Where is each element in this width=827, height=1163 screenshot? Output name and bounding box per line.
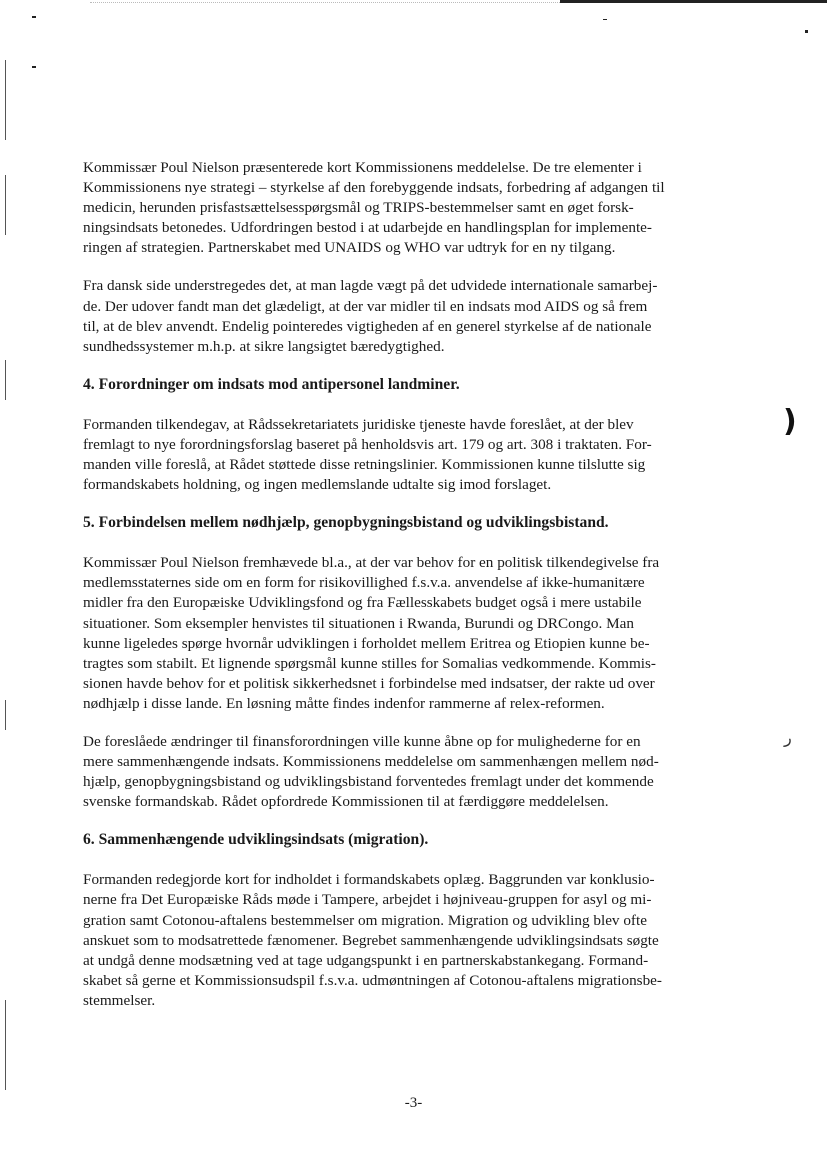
text-line: nerne fra Det Europæiske Råds møde i Tampere, arbejdet i højniveau-gruppen for asyl og mi-	[83, 891, 652, 909]
scan-speck	[32, 66, 36, 68]
scan-margin-line	[5, 60, 6, 140]
text-line: hjælp, genopbygningsbistand og udviklingsbistand forventedes fremlagt under det kommende	[83, 773, 654, 791]
text-line: at undgå denne modsætning ved at tage udgangspunkt i en partnerskabstankegang. Formand-	[83, 951, 649, 969]
scan-margin-line	[5, 360, 6, 400]
text-line: manden ville foreslå, at Rådet støttede disse retningslinier. Kommissionen kunne tilslutte sig	[83, 456, 646, 474]
text-line: stemmelser.	[83, 991, 156, 1009]
text-line: Formanden tilkendegav, at Rådssekretariatets juridiske tjeneste havde foreslået, at der blev	[83, 415, 634, 433]
text-line: ningsindsats betonedes. Udfordringen bestod i at udarbejde en handlingsplan for implemente-	[83, 219, 652, 237]
paragraph	[83, 158, 763, 258]
paragraph	[83, 553, 763, 714]
text-line: til, at de blev anvendt. Endelig pointeredes vigtigheden af en generel styrkelse af de nationale	[83, 317, 652, 335]
paragraph	[83, 415, 763, 495]
text-line: kunne ligeledes spørge hvornår udviklingen i forholdet mellem Eritrea og Etiopien kunne be-	[83, 634, 650, 652]
text-line: Kommissær Poul Nielson præsenterede kort Kommissionens meddelelse. De tre elementer i	[83, 159, 642, 176]
text-line: tragtes som stabilt. Et lignende spørgsmål kunne stilles for Somalias vedkommende. Kommis-	[83, 654, 656, 672]
section-heading-6: 6. Sammenhængende udviklingsindsats (migration).	[83, 831, 429, 849]
paragraph	[83, 870, 763, 1011]
text-line: anskuet som to modsatrettede fænomener. Begrebet sammenhængende udviklingsindsats søgte	[83, 931, 659, 949]
text-line: Fra dansk side understregedes det, at man lagde vægt på det udvidede internationale samarbej-	[83, 277, 658, 295]
text-line: fremlagt to nye forordningsforslag baseret på henholdsvis art. 179 og art. 308 i traktaten. For-	[83, 435, 652, 453]
scan-margin-line	[5, 175, 6, 235]
text-line: svenske formandskab. Rådet opfordrede Kommissionen til at færdiggøre meddelelsen.	[83, 793, 609, 811]
scan-speck	[603, 19, 607, 20]
document-body	[83, 158, 763, 1029]
scan-top-dots	[90, 2, 560, 3]
text-line: gration samt Cotonou-aftalens bestemmelser om migration. Migration og udvikling blev ofte	[83, 911, 647, 929]
scan-margin-line	[5, 1000, 6, 1090]
text-line: midler fra den Europæiske Udviklingsfond og fra Fællesskabets budget også i mere ustabile	[83, 594, 642, 612]
text-line: nødhjælp i disse lande. En løsning måtte findes indenfor rammerne af relex-reformen.	[83, 694, 605, 712]
scan-speck	[32, 16, 36, 18]
text-line: Kommissær Poul Nielson fremhævede bl.a., at der var behov for en politisk tilkendegivelse fra	[83, 554, 660, 572]
scan-speck	[805, 30, 808, 33]
scan-margin-line	[5, 700, 6, 730]
text-line: Formanden redegjorde kort for indholdet i formandskabets oplæg. Baggrunden var konklusio-	[83, 871, 655, 889]
text-line: situationer. Som eksempler henvistes til situationen i Rwanda, Burundi og DRCongo. Man	[83, 614, 634, 632]
text-line: Kommissionens nye strategi – styrkelse af den forebyggende indsats, forbedring af adgangen til	[83, 179, 665, 197]
paragraph	[83, 276, 763, 356]
text-line: sundhedssystemer m.h.p. at sikre langsigtet bæredygtighed.	[83, 337, 445, 355]
text-line: formandskabets holdning, og ingen medlemslande udtalte sig imod forslaget.	[83, 476, 552, 494]
text-line: de. Der udover fandt man det glædeligt, at der var midler til en indsats mod AIDS og så frem	[83, 297, 648, 315]
scan-bracket-mark: )	[783, 404, 797, 439]
section-heading-4: 4. Forordninger om indsats mod antipersonel landminer.	[83, 375, 460, 393]
scan-top-rule	[560, 0, 827, 3]
page-number: -3-	[404, 1095, 423, 1111]
paragraph	[83, 732, 763, 812]
text-line: De foreslåede ændringer til finansforordningen ville kunne åbne op for mulighederne for en	[83, 732, 641, 750]
scan-bracket-mark: ر	[784, 728, 792, 747]
text-line: sionen havde behov for et politisk sikkerhedsnet i forbindelse med indsatser, der rakte ud over	[83, 674, 655, 692]
section-heading-5: 5. Forbindelsen mellem nødhjælp, genopbygningsbistand og udviklingsbistand.	[83, 514, 609, 532]
text-line: ringen af strategien. Partnerskabet med UNAIDS og WHO var udtryk for en ny tilgang.	[83, 239, 616, 257]
text-line: mere sammenhængende indsats. Kommissionens meddelelse om sammenhængen mellem nød-	[83, 753, 659, 771]
text-line: medicin, herunden prisfastsættelsesspørgsmål og TRIPS-bestemmelser samt en øget forsk-	[83, 199, 634, 217]
text-line: skabet så gerne et Kommissionsudspil f.s.v.a. udmøntningen af Cotonou-aftalens migrationsbe-	[83, 971, 662, 989]
text-line: medlemsstaternes side om en form for risikovillighed f.s.v.a. anvendelse af ikke-humanitære	[83, 574, 645, 592]
